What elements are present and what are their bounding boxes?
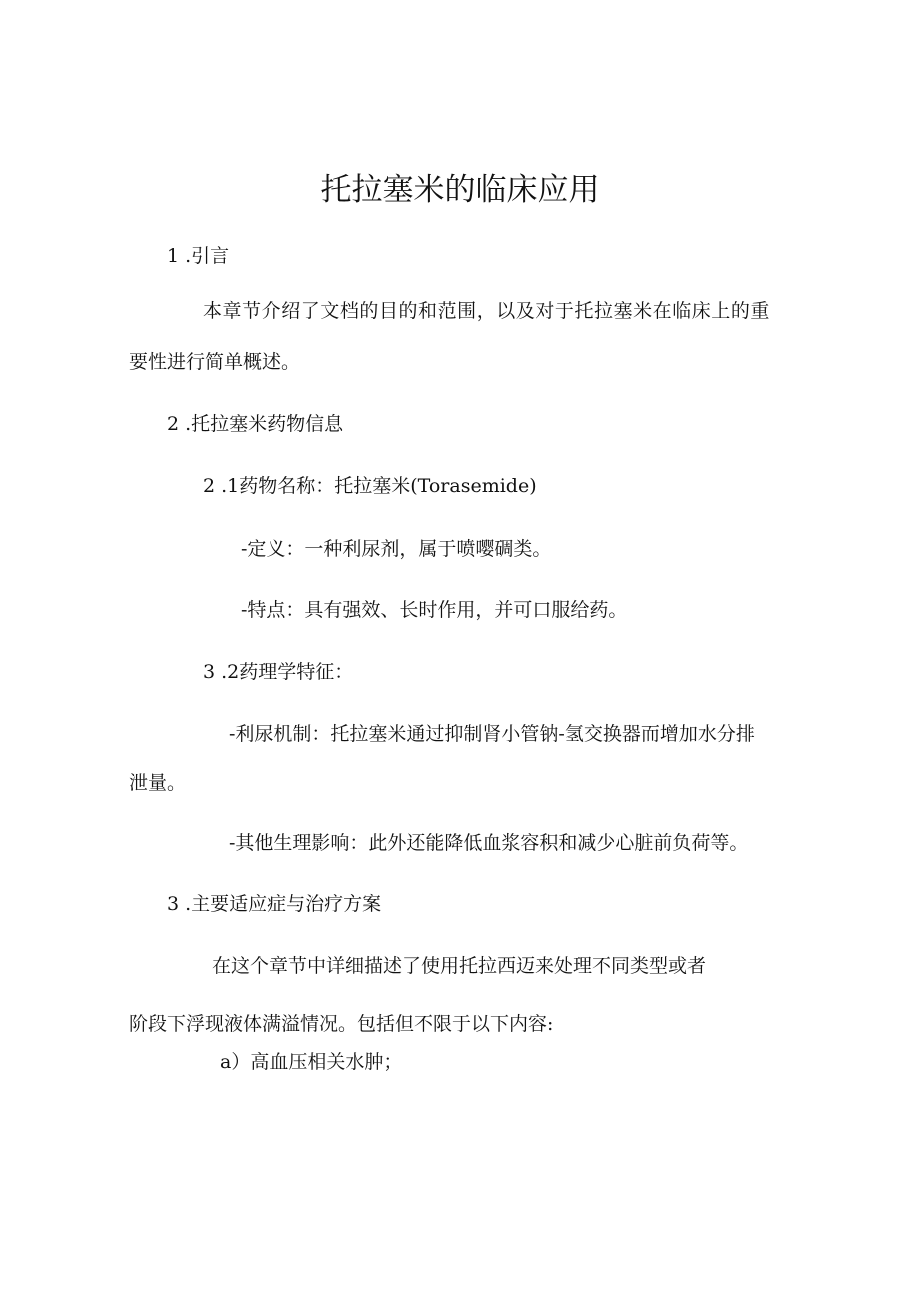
drug-definition: -定义：一种利尿剂，属于喷嘤碉类。 [241,538,552,560]
other-physiological-effects: -其他生理影响：此外还能降低血浆容积和减少心脏前负荷等。 [229,832,749,854]
list-item-a: a）高血压相关水肿； [220,1051,403,1073]
subsection-heading-pharmacology: 3 .2药理学特征： [203,661,354,683]
introduction-paragraph-line-2: 要性进行简单概述。 [129,351,301,373]
section-heading-drug-info: 2 .托拉塞米药物信息 [167,413,344,435]
introduction-paragraph-line-1: 本章节介绍了文档的目的和范围，以及对于托拉塞米在临床上的重 [203,300,770,322]
section-heading-introduction: 1 .引言 [167,245,230,267]
drug-features: -特点：具有强效、长时作用，并可口服给药。 [241,599,628,621]
indications-paragraph-line-2: 阶段下浮现液体满溢情况。包括但不限于以下内容: [129,1013,554,1035]
indications-paragraph-line-1: 在这个章节中详细描述了使用托拉西迈来处理不同类型或者 [212,955,707,977]
subsection-heading-drug-name: 2 .1药物名称：托拉塞米(Torasemide) [203,475,537,497]
diuretic-mechanism-line-1: -利尿机制：托拉塞米通过抑制肾小管钠-氢交换器而增加水分排 [229,723,755,745]
section-heading-indications: 3 .主要适应症与治疗方案 [167,893,382,915]
diuretic-mechanism-line-2: 泄量。 [129,772,187,794]
document-title: 托拉塞米的临床应用 [320,172,600,208]
